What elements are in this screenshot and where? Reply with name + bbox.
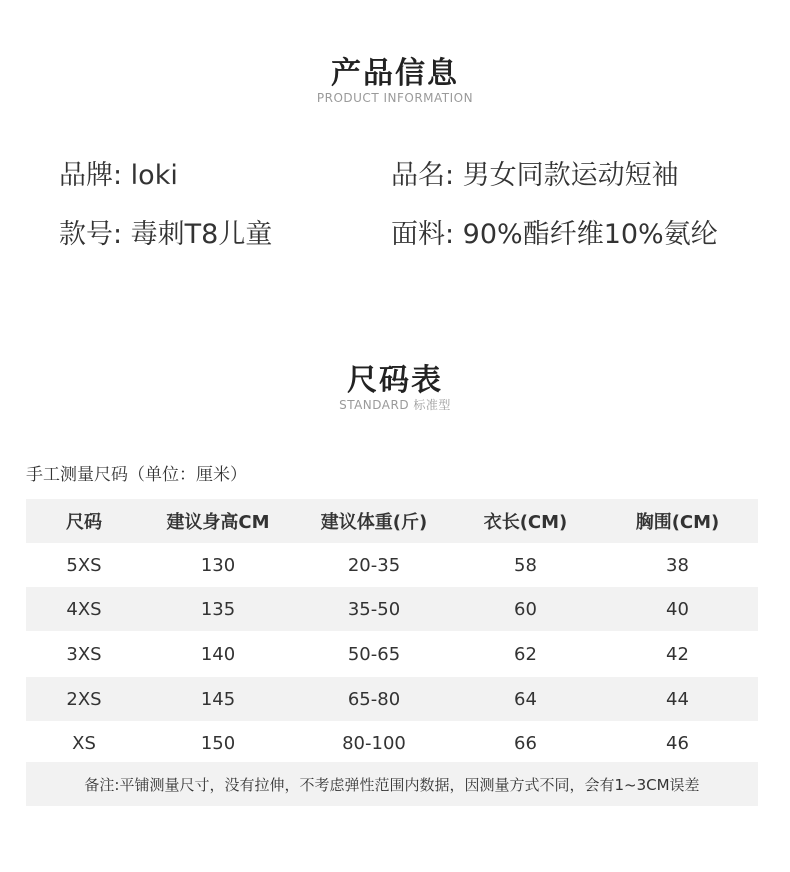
measure-note: 手工测量尺码（单位：厘米） (26, 465, 247, 485)
cell-length: 66 (514, 732, 537, 754)
cell-size: 3XS (66, 643, 102, 665)
table-row (26, 543, 758, 587)
cell-chest: 44 (597, 677, 758, 721)
cell-length: 62 (514, 643, 537, 665)
product-info-subtitle: PRODUCT INFORMATION (316, 91, 474, 105)
cell-length: 58 (514, 554, 537, 576)
header-weight: 建议体重(斤) (294, 499, 454, 543)
cell-height: 150 (200, 732, 236, 754)
cell-weight: 35-50 (294, 587, 454, 631)
measurement-footnote: 备注:平铺测量尺寸，没有拉伸，不考虑弹性范围内数据，因测量方式不同，会有1~3CM误差 (26, 762, 758, 806)
cell-height: 145 (142, 677, 294, 721)
size-table (26, 499, 758, 765)
fabric-info: 面料: 90%酯纤维10%氨纶 (391, 219, 718, 250)
cell-size: 4XS (26, 587, 142, 631)
cell-chest: 42 (666, 643, 689, 665)
table-row (26, 721, 758, 765)
cell-weight: 20-35 (347, 554, 401, 576)
cell-height: 135 (142, 587, 294, 631)
cell-length: 64 (454, 677, 597, 721)
header-chest: 胸围(CM) (597, 499, 758, 543)
product-info-title: 产品信息 (331, 56, 459, 91)
brand-info: 品牌: loki (59, 160, 178, 191)
cell-length: 60 (454, 587, 597, 631)
cell-height: 130 (200, 554, 236, 576)
cell-weight: 50-65 (347, 643, 401, 665)
cell-size: 2XS (26, 677, 142, 721)
product-name-info: 品名: 男女同款运动短袖 (391, 160, 679, 191)
header-length: 衣长(CM) (454, 499, 597, 543)
cell-chest: 46 (666, 732, 689, 754)
cell-chest: 40 (597, 587, 758, 631)
cell-weight: 65-80 (294, 677, 454, 721)
table-header-row (26, 499, 758, 543)
style-number-info: 款号: 毒刺T8儿童 (59, 219, 273, 250)
cell-weight: 80-100 (342, 732, 406, 754)
cell-size: XS (72, 732, 96, 754)
header-size: 尺码 (26, 499, 142, 543)
size-chart-title: 尺码表 (347, 363, 443, 398)
header-height: 建议身高CM (142, 499, 294, 543)
table-row (26, 631, 758, 677)
table-row (26, 677, 758, 721)
cell-size: 5XS (66, 554, 102, 576)
table-row (26, 587, 758, 631)
size-chart-subtitle: STANDARD 标准型 (339, 398, 451, 412)
cell-height: 140 (200, 643, 236, 665)
cell-chest: 38 (666, 554, 689, 576)
